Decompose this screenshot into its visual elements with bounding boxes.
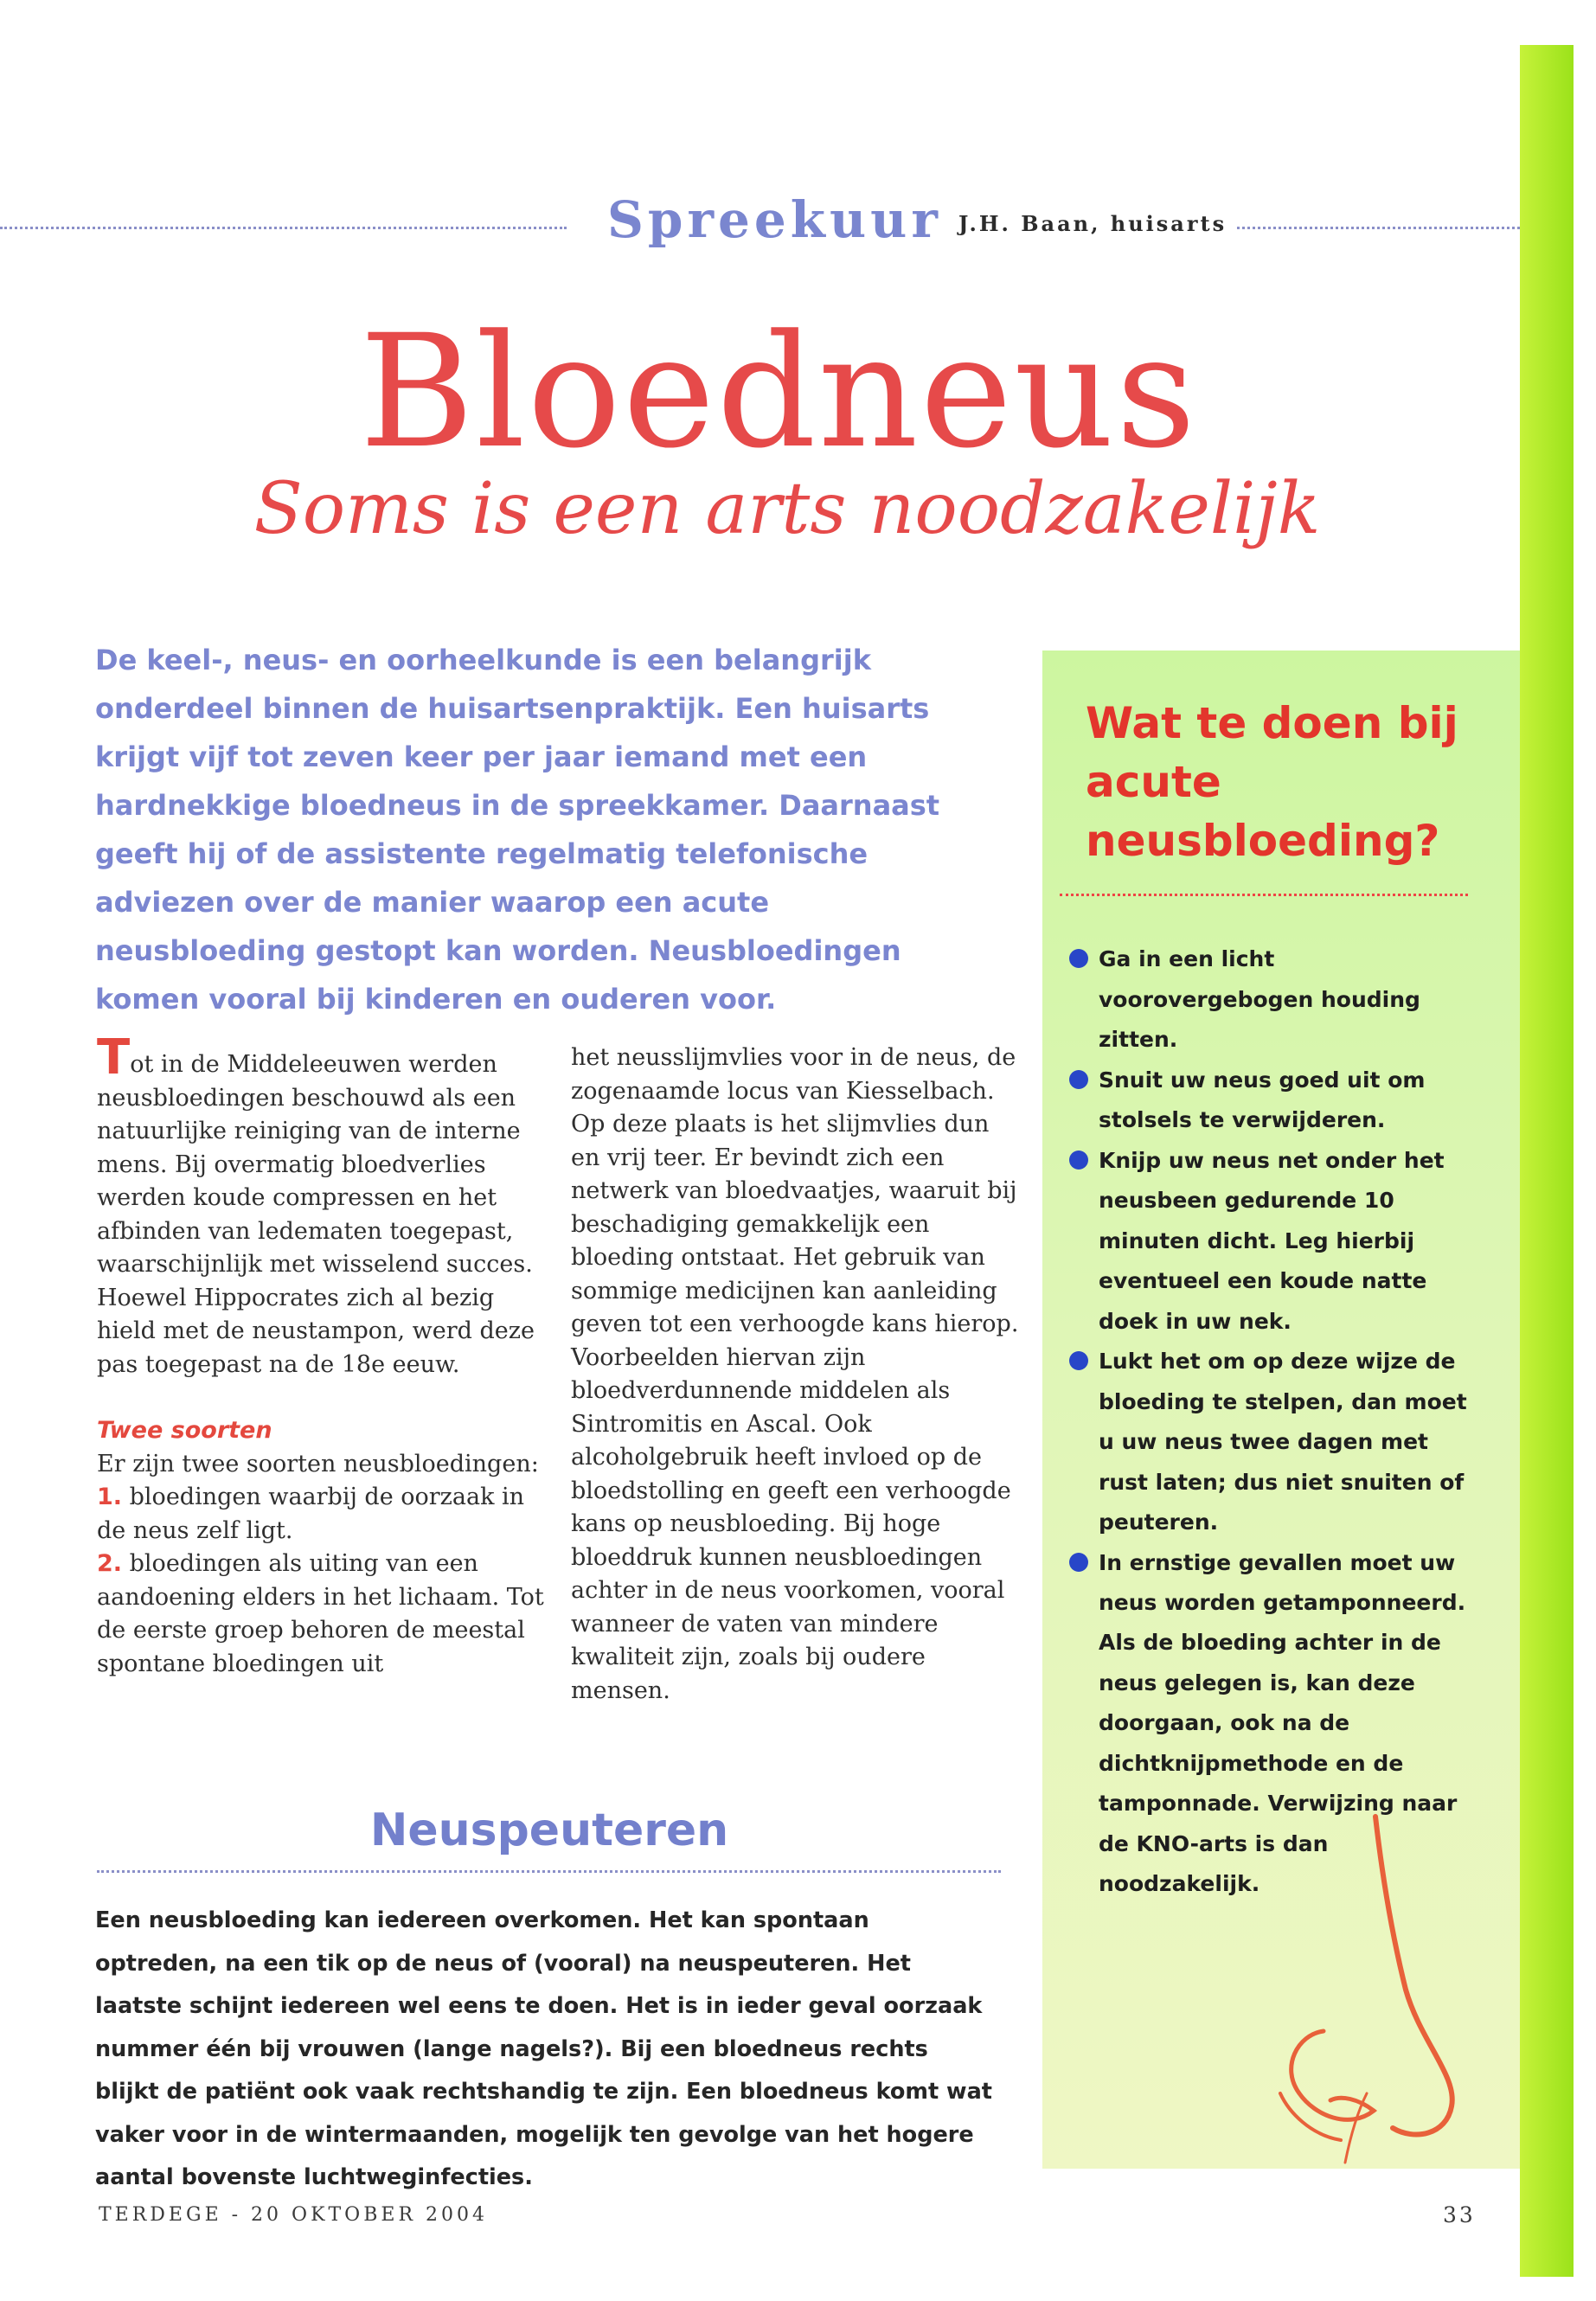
sidebar-rule: [1060, 894, 1468, 896]
paragraph-types: Er zijn twee soorten neusbloedingen:: [97, 1450, 539, 1477]
tip-item: Lukt het om op deze wijze de bloeding te stelpen, dan moet u uw neus twee dagen met rust laten; dus niet snuiten of peuteren.: [1064, 1342, 1479, 1543]
paragraph-kiesselbach: het neusslijmvlies voor in de neus, de zogenaamde locus van Kiesselbach. Op deze plaats is het slijmvlies dun en vrij teer. Er bevindt zich een netwerk van bloedvaatjes, waaruit bij beschadiging gemakkelijk een bloeding ontstaat. Het gebruik van sommige medicijnen kan aanleiding geven tot een verhoogde kans hierop. Voorbeelden hiervan zijn bloedverdunnende middelen als Sintromitis en Ascal. Ook alcoholgebruik heeft invloed op de bloedstolling en geeft een verhoogde kans op neusbloeding. Bij hoge bloeddruk kunnen neusbloedingen achter in de neus voorkomen, vooral wanneer de vaten van mindere kwaliteit zijn, zoals bij oudere mensen.: [571, 1044, 1019, 1704]
neuspeuteren-text: Een neusbloeding kan iedereen overkomen. Het kan spontaan optreden, na een tik op de neus of (vooral) na neuspeuteren. Het laatste schijnt iedereen wel eens te doen. Het is in ieder geval oorzaak nummer één bij vrouwen (lange nagels?). Bij een bloedneus rechts blijkt de patiënt ook vaak rechtshandig te zijn. Een bloedneus komt wat vaker voor in de wintermaanden, mogelijk ten gevolge van het hogere aantal bovenste luchtweginfecties.: [95, 1907, 992, 2190]
list-number-2: 2.: [97, 1550, 123, 1577]
tip-item: Snuit uw neus goed uit om stolsels te verwijderen.: [1064, 1061, 1479, 1141]
list-item-2: [97, 1548, 547, 1681]
tip-item: Ga in een licht voorovergebogen houding zitten.: [1064, 939, 1479, 1061]
paragraph-history: [97, 1029, 547, 1381]
header-rule-right: [1237, 227, 1520, 229]
body-column-2: [571, 1042, 1021, 1708]
list-text-2: bloedingen als uiting van een aandoening elders in het lichaam. Tot de eerste groep behoren de meestal spontane bloedingen uit: [97, 1550, 544, 1677]
sidebar-tip-list: [1064, 939, 1479, 1624]
header-rule-left: [0, 227, 567, 229]
bullet-icon: [1069, 1351, 1088, 1370]
drop-cap: T: [97, 1029, 131, 1086]
list-number-1: 1.: [97, 1484, 123, 1510]
paragraph-history-text: ot in de Middeleeuwen werden neusbloedingen beschouwd als een natuurlijke reiniging van de interne mens. Bij overmatig bloedverlies werden koude compressen en het afbinden van ledematen toegepast, waarschijnlijk met wisselend succes. Hoewel Hippocrates zich al bezig hield met de neustampon, werd deze pas toegepast na de 18e eeuw.: [97, 1051, 535, 1378]
article-title: Bloedneus: [359, 302, 1198, 483]
body-column-1: [97, 1029, 547, 1681]
neuspeuteren-heading: Neuspeuteren: [369, 1804, 729, 1856]
bullet-icon: [1069, 1070, 1088, 1089]
article-intro: De keel-, neus- en oorheelkunde is een belangrijk onderdeel binnen de huisartsenpraktijk. Een huisarts krijgt vijf tot zeven keer per jaar iemand met een hardnekkige bloedneus in de spreekkamer. Daarnaast geeft hij of de assistente regelmatig telefonische adviezen over de manier waarop een acute neusbloeding gestopt kan worden. Neusbloedingen komen vooral bij kinderen en ouderen voor.: [95, 644, 940, 1016]
author-byline: J.H. Baan, huisarts: [958, 211, 1227, 236]
sidebar-note: Als de bloeding achter in de neus gelegen is, kan deze doorgaan, ook na de dichtknijpmethode en de tamponnade. Verwijzing naar de KNO-arts is dan noodzakelijk.: [1099, 1630, 1458, 1896]
section-name: Spreekuur: [607, 190, 942, 249]
article-subtitle: Soms is een arts noodzakelijk: [253, 468, 1321, 550]
neuspeuteren-rule: [97, 1870, 1001, 1873]
list-item-1: [97, 1481, 547, 1548]
tip-item: Knijp uw neus net onder het neusbeen gedurende 10 minuten dicht. Leg hierbij eventueel een koude natte doek in uw nek.: [1064, 1141, 1479, 1343]
subheading-twee-soorten: Twee soorten: [97, 1417, 272, 1444]
tip-item: In ernstige gevallen moet uw neus worden getamponneerd.: [1064, 1543, 1479, 1624]
sidebar-title: Wat te doen bij acute neusbloeding?: [1086, 698, 1458, 866]
nose-illustration: [1228, 1808, 1488, 2171]
list-text-1: bloedingen waarbij de oorzaak in de neus zelf ligt.: [97, 1484, 525, 1544]
bullet-icon: [1069, 949, 1088, 968]
footer-publication: TERDEGE - 20 OKTOBER 2004: [99, 2204, 488, 2226]
bullet-icon: [1069, 1553, 1088, 1572]
bullet-icon: [1069, 1150, 1088, 1170]
page-number: 33: [1443, 2202, 1476, 2227]
